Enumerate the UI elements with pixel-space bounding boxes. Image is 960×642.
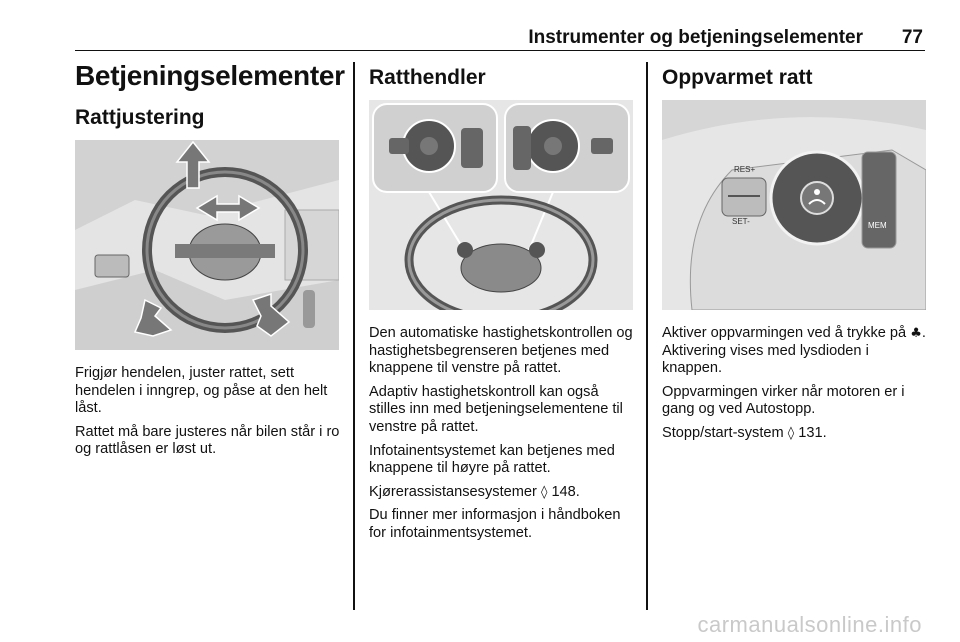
steering-controls-illustration — [369, 100, 633, 310]
paragraph-adaptive-cruise: Adaptiv hastighetskontroll kan også stilles inn med betjeningselementene til venstre på rattet. — [369, 383, 623, 435]
paragraph-infotainment-buttons: Infotainentsystemet kan betjenes med knappene til høyre på rattet. — [369, 442, 615, 477]
xref-stop-start-text: Stopp/start-system — [662, 424, 784, 441]
label-mem: MEM — [868, 221, 887, 230]
subsection-title-heated-steering: Oppvarmet ratt — [662, 66, 813, 89]
page-header — [75, 24, 925, 51]
label-res: RES+ — [734, 165, 756, 174]
paragraph-more-info: Du finner mer informasjon i håndboken for infotainmentsystemet. — [369, 507, 621, 541]
subsection-title-steering-adjust: Rattjustering — [75, 106, 205, 129]
col2-text — [369, 325, 635, 549]
activate-heating-text-2: . Aktivering vises med lysdioden i knappen. — [662, 325, 926, 377]
section-title: Betjeningselementer — [75, 60, 345, 91]
heated-steering-illustration — [662, 100, 926, 310]
paragraph-activate-heating — [662, 325, 932, 378]
paragraph-xref-stop-start — [662, 425, 932, 443]
xref-driver-assistance-page[interactable]: 148. — [551, 483, 580, 500]
column-divider-1 — [353, 62, 355, 610]
xref-stop-start-page[interactable]: 131. — [798, 424, 827, 441]
paragraph-heating-operation: Oppvarmingen virker når motoren er i gang og ved Autostopp. — [662, 383, 905, 418]
page-number: 77 — [901, 27, 923, 48]
watermark: carmanualsonline.info — [697, 612, 922, 637]
xref-arrow-icon: ◊ — [787, 425, 795, 441]
heated-steering-wheel-icon: ♣ — [910, 326, 922, 341]
xref-arrow-icon: ◊ — [540, 484, 548, 500]
subsection-title-steering-controls: Ratthendler — [369, 66, 486, 89]
label-set: SET- — [732, 217, 750, 226]
steering-adjust-illustration — [75, 140, 339, 350]
paragraph-xref-driver-assistance — [369, 484, 635, 502]
column-divider-2 — [646, 62, 648, 610]
xref-driver-assistance-text: Kjørerassistansesystemer — [369, 483, 537, 500]
paragraph-adjust-when-stationary: Rattet må bare justeres når bilen står i ro og rattlåsen er løst ut. — [75, 423, 340, 458]
header-title: Instrumenter og betjeningselementer — [528, 27, 863, 48]
col3-text — [662, 325, 932, 449]
activate-heating-text-1: Aktiver oppvarmingen ved å trykke på — [662, 325, 907, 341]
paragraph-cruise-control: Den automatiske hastighetskontrollen og hastighetsbegrenseren betjenes med knappene til venstre på rattet. — [369, 325, 633, 377]
col1-text — [75, 365, 341, 465]
paragraph-release-lever: Frigjør hendelen, juster rattet, sett hendelen i inngrep, og påse at den helt låst. — [75, 365, 328, 417]
